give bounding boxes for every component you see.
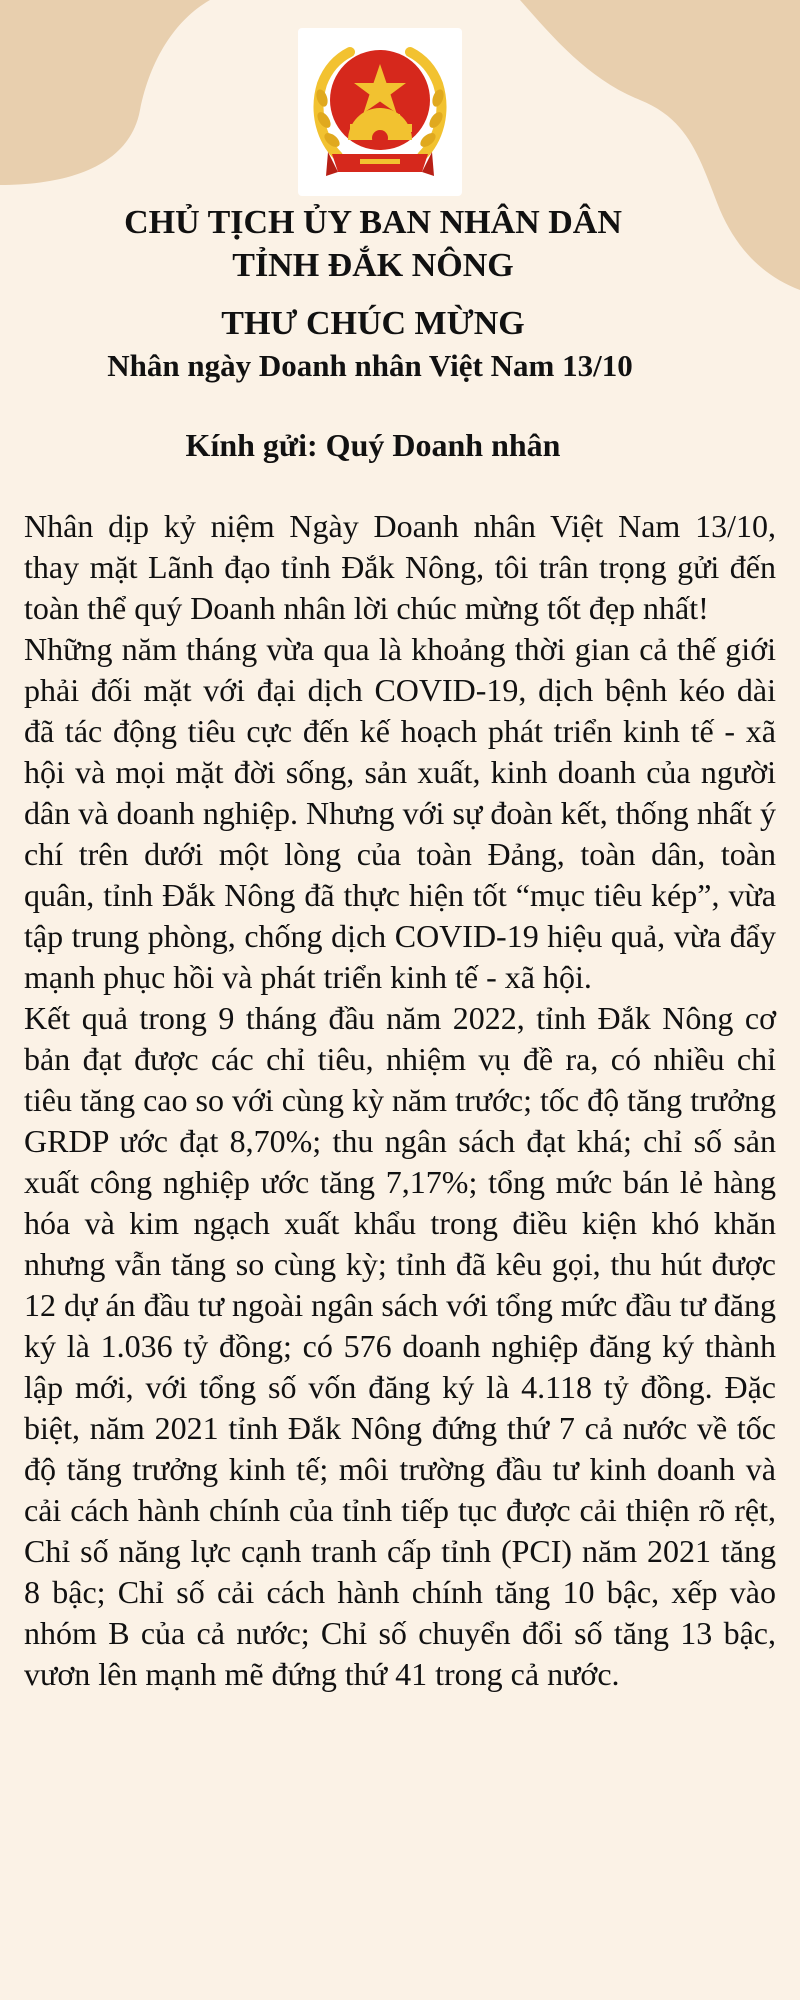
body-paragraph: Nhân dịp kỷ niệm Ngày Doanh nhân Việt Nam 13/10, thay mặt Lãnh đạo tỉnh Đắk Nông, tôi trân trọng gửi đến toàn thể quý Doanh nhân lời chúc mừng tốt đẹp nhất! (24, 508, 776, 626)
national-emblem (298, 28, 462, 196)
letter-occasion: Nhân ngày Doanh nhân Việt Nam 13/10 (107, 348, 633, 383)
issuer-province: TỈNH ĐẮK NÔNG (232, 247, 514, 284)
vietnam-national-emblem-icon (298, 28, 462, 196)
body-paragraph: Những năm tháng vừa qua là khoảng thời gian cả thế giới phải đối mặt với đại dịch COVID-19, dịch bệnh kéo dài đã tác động tiêu cực đến kế hoạch phát triển kinh tế - xã hội và mọi mặt đời sống, sản xuất, kinh doanh của người dân và doanh nghiệp. Nhưng với sự đoàn kết, thống nhất ý chí trên dưới một lòng của toàn Đảng, toàn dân, toàn quân, tỉnh Đắk Nông đã thực hiện tốt “mục tiêu kép”, vừa tập trung phòng, chống dịch COVID-19 hiệu quả, vừa đẩy mạnh phục hồi và phát triển kinh tế - xã hội. (24, 631, 776, 995)
issuer-title: CHỦ TỊCH ỦY BAN NHÂN DÂN (124, 204, 622, 241)
letter-title: THƯ CHÚC MỪNG (221, 305, 525, 342)
letter-body (24, 506, 776, 1695)
letter-greeting: Kính gửi: Quý Doanh nhân (185, 427, 561, 463)
body-paragraph: Kết quả trong 9 tháng đầu năm 2022, tỉnh Đắk Nông cơ bản đạt được các chỉ tiêu, nhiệm vụ đề ra, có nhiều chỉ tiêu tăng cao so với cùng kỳ năm trước; tốc độ tăng trưởng GRDP ước đạt 8,70%; thu ngân sách đạt khá; chỉ số sản xuất công nghiệp ước tăng 7,17%; tổng mức bán lẻ hàng hóa và kim ngạch xuất khẩu trong điều kiện khó khăn nhưng vẫn tăng so cùng kỳ; tỉnh đã kêu gọi, thu hút được 12 dự án đầu tư ngoài ngân sách với tổng mức đầu tư đăng ký là 1.036 tỷ đồng; có 576 doanh nghiệp đăng ký thành lập mới, với tổng số vốn đăng ký là 4.118 tỷ đồng. Đặc biệt, năm 2021 tỉnh Đắk Nông đứng thứ 7 cả nước về tốc độ tăng trưởng kinh tế; môi trường đầu tư kinh doanh và cải cách hành chính của tỉnh tiếp tục được cải thiện rõ rệt, Chỉ số năng lực cạnh tranh cấp tỉnh (PCI) năm 2021 tăng 8 bậc; Chỉ số cải cách hành chính tăng 10 bậc, xếp vào nhóm B của cả nước; Chỉ số chuyển đổi số tăng 13 bậc, vươn lên mạnh mẽ đứng thứ 41 trong cả nước. (24, 1000, 776, 1692)
